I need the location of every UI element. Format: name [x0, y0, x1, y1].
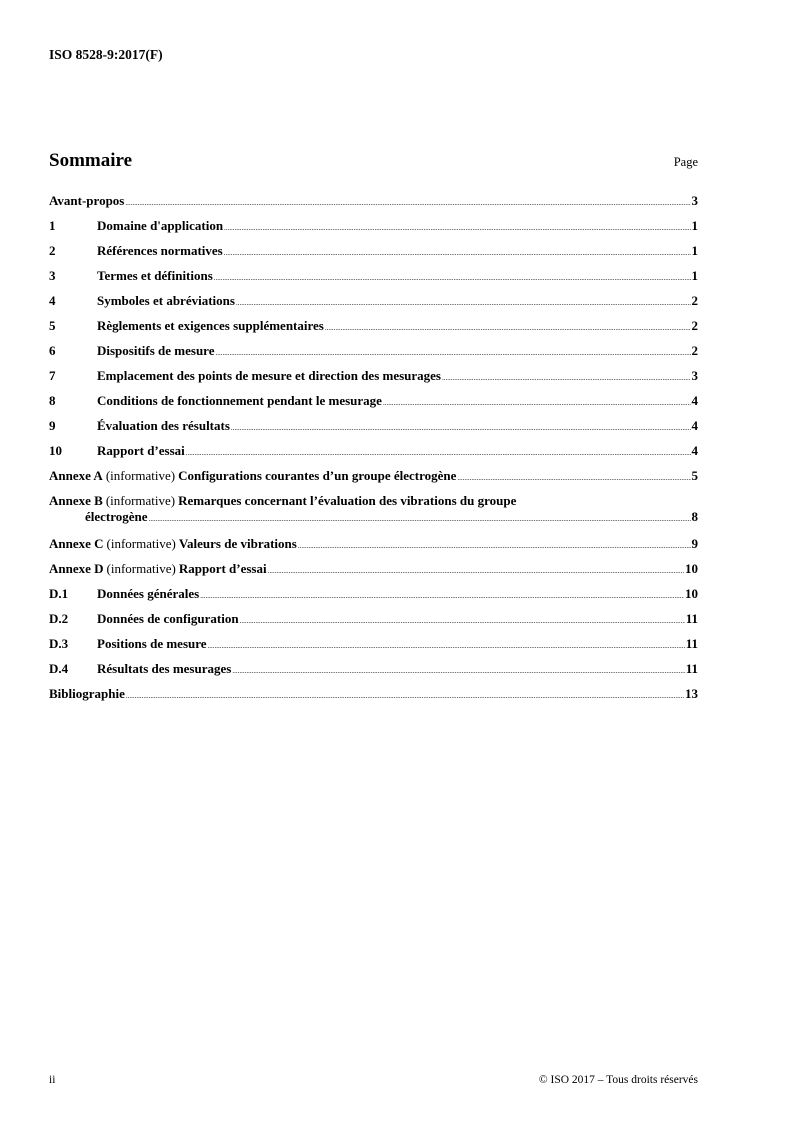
- toc-entry-page: 10: [685, 561, 698, 576]
- toc-leader: [325, 318, 691, 334]
- toc-entry-page: 11: [685, 611, 698, 626]
- toc-entry-page: 4: [691, 443, 698, 458]
- toc-entry-title: Données de configuration: [97, 611, 239, 626]
- toc-entry-clause-5[interactable]: [49, 317, 698, 342]
- toc-entry-number: 9: [49, 418, 56, 433]
- annex-info: (informative): [105, 493, 176, 508]
- toc-entry-title: Avant-propos: [49, 193, 125, 208]
- toc-entry-clause-1[interactable]: [49, 217, 698, 242]
- footer-copyright: © ISO 2017 – Tous droits réservés: [538, 1074, 698, 1086]
- toc-entry-clause-7[interactable]: [49, 367, 698, 392]
- toc-leader: [224, 218, 690, 234]
- toc-leader: [214, 268, 691, 284]
- toc-entry-annex-a[interactable]: [49, 467, 698, 492]
- toc-entry-number: 10: [49, 443, 62, 458]
- toc-entry-clause-4[interactable]: [49, 292, 698, 317]
- toc-entry-number: 1: [49, 218, 56, 233]
- toc-leader: [149, 509, 691, 525]
- toc-entry-page: 1: [691, 243, 698, 258]
- annex-info: (informative): [106, 561, 176, 576]
- toc-leader: [126, 686, 684, 702]
- toc-entry-page: 1: [691, 218, 698, 233]
- toc-entry-page: 5: [691, 468, 698, 483]
- toc-entry-page: 2: [691, 343, 698, 358]
- toc-entry-clause-10[interactable]: [49, 442, 698, 467]
- toc-entry-page: 4: [691, 418, 698, 433]
- toc-entry-foreword[interactable]: [49, 192, 698, 217]
- toc-entry-clause-6[interactable]: [49, 342, 698, 367]
- toc-entry-d3[interactable]: [49, 635, 698, 660]
- toc-entry-title: Positions de mesure: [97, 636, 207, 651]
- footer-page-number: ii: [49, 1074, 56, 1086]
- toc-entry-bibliography[interactable]: [49, 685, 698, 710]
- toc-entry-title: Configurations courantes d’un groupe électrogène: [178, 468, 457, 483]
- toc-entry-title: Rapport d’essai: [97, 443, 185, 458]
- toc-entry-title: Termes et définitions: [97, 268, 213, 283]
- toc-entry-title: Références normatives: [97, 243, 223, 258]
- toc-entry-annex-c[interactable]: [49, 535, 698, 560]
- annex-label: Annexe C: [49, 536, 104, 551]
- toc-entry-title: Résultats des mesurages: [97, 661, 232, 676]
- toc-entry-page: 4: [691, 393, 698, 408]
- toc-entry-page: 8: [691, 509, 698, 524]
- toc-entry-page: 2: [691, 293, 698, 308]
- toc-entry-number: 7: [49, 368, 56, 383]
- toc-leader: [125, 193, 690, 209]
- toc-entry-number: D.4: [49, 661, 69, 676]
- annex-label: Annexe D: [49, 561, 104, 576]
- toc-entry-title: Données générales: [97, 586, 200, 601]
- toc-leader: [298, 536, 691, 552]
- toc-entry-page: 13: [685, 686, 698, 701]
- annex-info: (informative): [105, 468, 176, 483]
- annex-label: Annexe B: [49, 493, 103, 508]
- toc-entry-page: 9: [691, 536, 698, 551]
- toc-entry-title: Conditions de fonctionnement pendant le mesurage: [97, 393, 382, 408]
- table-of-contents: [49, 192, 698, 710]
- toc-entry-title: Symboles et abréviations: [97, 293, 235, 308]
- toc-leader: [232, 661, 684, 677]
- annex-label: Annexe A: [49, 468, 103, 483]
- toc-entry-d1[interactable]: [49, 585, 698, 610]
- toc-entry-number: 5: [49, 318, 56, 333]
- toc-entry-annex-b[interactable]: [49, 492, 698, 535]
- toc-entry-title-line1: Remarques concernant l’évaluation des vibrations du groupe: [178, 493, 517, 508]
- toc-leader: [268, 561, 684, 577]
- toc-title: Sommaire: [49, 150, 133, 171]
- toc-leader: [215, 343, 690, 359]
- toc-entry-title: Valeurs de vibrations: [178, 536, 297, 551]
- toc-entry-page: 3: [691, 368, 698, 383]
- toc-entry-page: 11: [685, 661, 698, 676]
- toc-leader: [457, 468, 690, 484]
- toc-entry-number: 6: [49, 343, 56, 358]
- toc-entry-clause-8[interactable]: [49, 392, 698, 417]
- toc-entry-title: Rapport d’essai: [178, 561, 267, 576]
- toc-entry-title: Emplacement des points de mesure et direction des mesurages: [97, 368, 441, 383]
- toc-leader: [231, 418, 691, 434]
- toc-entry-page: 10: [685, 586, 698, 601]
- toc-entry-title: Évaluation des résultats: [97, 418, 230, 433]
- toc-leader: [186, 443, 691, 459]
- toc-entry-d2[interactable]: [49, 610, 698, 635]
- toc-entry-page: 2: [691, 318, 698, 333]
- toc-leader: [442, 368, 691, 384]
- toc-entry-title: Dispositifs de mesure: [97, 343, 215, 358]
- toc-entry-title-line2: électrogène: [85, 509, 148, 524]
- toc-leader: [383, 393, 691, 409]
- toc-entry-page: 11: [685, 636, 698, 651]
- toc-leader: [236, 293, 691, 309]
- toc-leader: [224, 243, 691, 259]
- toc-entry-number: D.1: [49, 586, 69, 601]
- toc-entry-clause-9[interactable]: [49, 417, 698, 442]
- toc-entry-page: 1: [691, 268, 698, 283]
- toc-entry-number: 2: [49, 243, 56, 258]
- toc-page-label: Page: [673, 155, 698, 169]
- toc-entry-number: 3: [49, 268, 56, 283]
- toc-entry-title: Bibliographie: [49, 686, 125, 701]
- toc-entry-title: Règlements et exigences supplémentaires: [97, 318, 324, 333]
- toc-entry-number: D.2: [49, 611, 69, 626]
- toc-entry-number: 4: [49, 293, 56, 308]
- annex-info: (informative): [106, 536, 176, 551]
- toc-leader: [208, 636, 685, 652]
- toc-entry-annex-d[interactable]: [49, 560, 698, 585]
- toc-entry-page: 3: [691, 193, 698, 208]
- toc-leader: [200, 586, 684, 602]
- toc-entry-number: D.3: [49, 636, 69, 651]
- toc-entry-number: 8: [49, 393, 56, 408]
- toc-entry-clause-3[interactable]: [49, 267, 698, 292]
- toc-leader: [240, 611, 685, 627]
- toc-entry-clause-2[interactable]: [49, 242, 698, 267]
- document-id: ISO 8528-9:2017(F): [49, 47, 163, 62]
- toc-entry-d4[interactable]: [49, 660, 698, 685]
- toc-entry-title: Domaine d'application: [97, 218, 224, 233]
